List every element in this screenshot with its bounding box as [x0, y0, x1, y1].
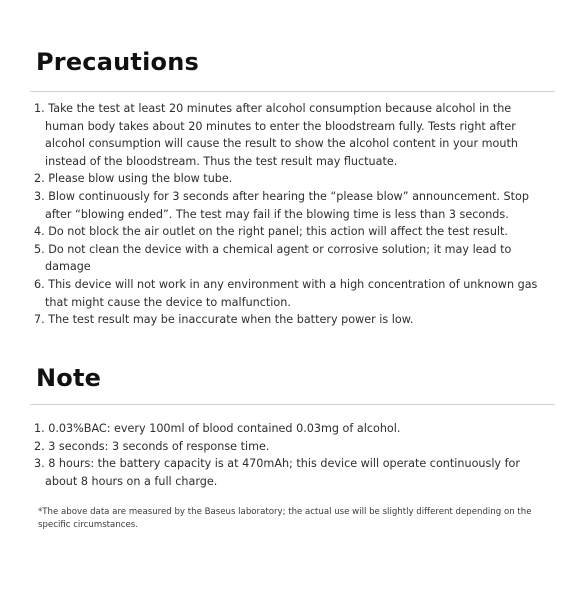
note-list — [34, 420, 539, 490]
note-item-3: 3. 8 hours: the battery capacity is at 470mAh; this device will operate continuously for about 8 hours on a full charge. — [34, 457, 520, 488]
precautions-list — [34, 100, 539, 329]
precaution-item-1: 1. Take the test at least 20 minutes after alcohol consumption because alcohol in the human body takes about 20 minutes to enter the bloodstream fully. Tests right after alcohol consumption will cause the result to show the alcohol content in your mouth instead of the bloodstream. Thus the test result may fluctuate. — [34, 102, 518, 168]
footnote: *The above data are measured by the Baseus laboratory; the actual use will be slightly different depending on the specific circumstances. — [38, 507, 532, 530]
precaution-item-7: 7. The test result may be inaccurate when the battery power is low. — [34, 313, 414, 327]
precautions-divider — [30, 91, 555, 92]
precautions-heading: Precautions — [36, 48, 199, 76]
note-divider — [30, 404, 555, 405]
precaution-item-2: 2. Please blow using the blow tube. — [34, 172, 233, 186]
note-heading: Note — [36, 364, 102, 392]
precaution-item-3: 3. Blow continuously for 3 seconds after hearing the “please blow” announcement. Stop after “blowing ended”. The test may fail if the blowing time is less than 3 seconds. — [34, 189, 529, 221]
precaution-item-5: 5. Do not clean the device with a chemical agent or corrosive solution; it may lead to damage — [34, 242, 512, 274]
precaution-item-4: 4. Do not block the air outlet on the right panel; this action will affect the test result. — [34, 225, 508, 239]
note-item-1: 1. 0.03%BAC: every 100ml of blood contained 0.03mg of alcohol. — [34, 422, 401, 435]
note-item-2: 2. 3 seconds: 3 seconds of response time. — [34, 439, 270, 453]
precaution-item-6: 6. This device will not work in any environment with a high concentration of unknown gas that might cause the device to malfunction. — [34, 277, 538, 309]
